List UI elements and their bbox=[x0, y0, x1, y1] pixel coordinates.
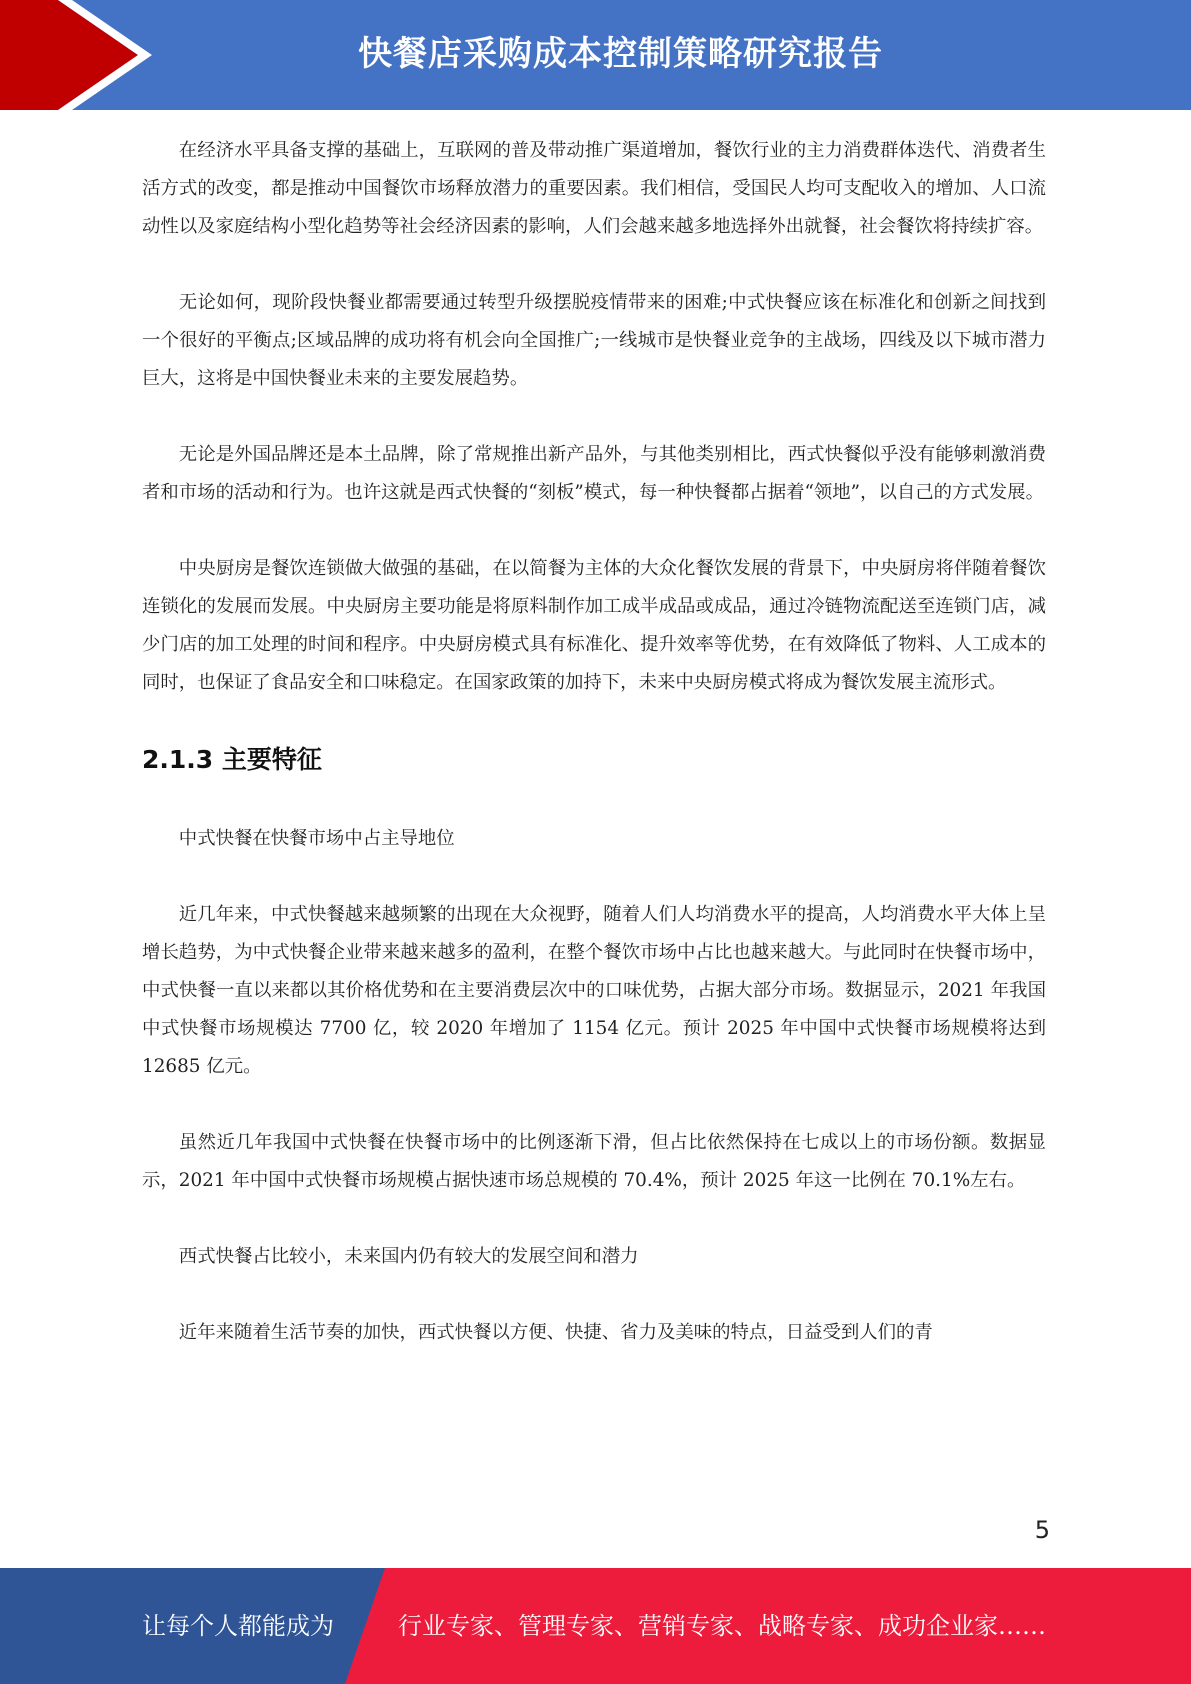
document-body bbox=[142, 132, 1046, 1352]
paragraph: 无论是外国品牌还是本土品牌，除了常规推出新产品外，与其他类别相比，西式快餐似乎没有能够刺激消费者和市场的活动和行为。也许这就是西式快餐的“刻板”模式，每一种快餐都占据着“领地”，以自己的方式发展。 bbox=[142, 444, 1046, 503]
footer-slogan-left: 让每个人都能成为 bbox=[142, 1612, 334, 1640]
paragraph: 虽然近几年我国中式快餐在快餐市场中的比例逐渐下滑，但占比依然保持在七成以上的市场份额。数据显示，2021 年中国中式快餐市场规模占据快速市场总规模的 70.4%，预计 2025 年这一比例在 70.1%左右。 bbox=[142, 1132, 1046, 1191]
paragraph: 在经济水平具备支撑的基础上，互联网的普及带动推广渠道增加，餐饮行业的主力消费群体迭代、消费者生活方式的改变，都是推动中国餐饮市场释放潜力的重要因素。我们相信，受国民人均可支配收入的增加、人口流动性以及家庭结构小型化趋势等社会经济因素的影响，人们会越来越多地选择外出就餐，社会餐饮将持续扩容。 bbox=[142, 140, 1046, 237]
page-footer bbox=[0, 1568, 1191, 1684]
page-number: 5 bbox=[1034, 1516, 1050, 1544]
paragraph: 中式快餐在快餐市场中占主导地位 bbox=[178, 828, 455, 849]
paragraph: 近年来随着生活节奏的加快，西式快餐以方便、快捷、省力及美味的特点，日益受到人们的青 bbox=[178, 1322, 933, 1343]
page-header bbox=[0, 0, 1191, 110]
footer-slogan-right: 行业专家、管理专家、营销专家、战略专家、成功企业家…… bbox=[398, 1612, 1046, 1640]
section-heading: 2.1.3 主要特征 bbox=[142, 745, 322, 774]
paragraph: 无论如何，现阶段快餐业都需要通过转型升级摆脱疫情带来的困难;中式快餐应该在标准化和创新之间找到一个很好的平衡点;区域品牌的成功将有机会向全国推广;一线城市是快餐业竞争的主战场，四线及以下城市潜力巨大，这将是中国快餐业未来的主要发展趋势。 bbox=[142, 292, 1046, 389]
paragraph: 近几年来，中式快餐越来越频繁的出现在大众视野，随着人们人均消费水平的提高，人均消费水平大体上呈增长趋势，为中式快餐企业带来越来越多的盈利，在整个餐饮市场中占比也越来越大。与此同时在快餐市场中，中式快餐一直以来都以其价格优势和在主要消费层次中的口味优势，占据大部分市场。数据显示，2021 年我国中式快餐市场规模达 7700 亿，较 2020 年增加了 1154 亿元。预计 2025 年中国中式快餐市场规模将达到 12685 亿元。 bbox=[142, 904, 1046, 1077]
report-title: 快餐店采购成本控制策略研究报告 bbox=[358, 34, 883, 74]
paragraph: 中央厨房是餐饮连锁做大做强的基础，在以简餐为主体的大众化餐饮发展的背景下，中央厨房将伴随着餐饮连锁化的发展而发展。中央厨房主要功能是将原料制作加工成半成品或成品，通过冷链物流配送至连锁门店，减少门店的加工处理的时间和程序。中央厨房模式具有标准化、提升效率等优势，在有效降低了物料、人工成本的同时，也保证了食品安全和口味稳定。在国家政策的加持下，未来中央厨房模式将成为餐饮发展主流形式。 bbox=[142, 558, 1046, 693]
paragraph: 西式快餐占比较小，未来国内仍有较大的发展空间和潜力 bbox=[178, 1246, 639, 1267]
